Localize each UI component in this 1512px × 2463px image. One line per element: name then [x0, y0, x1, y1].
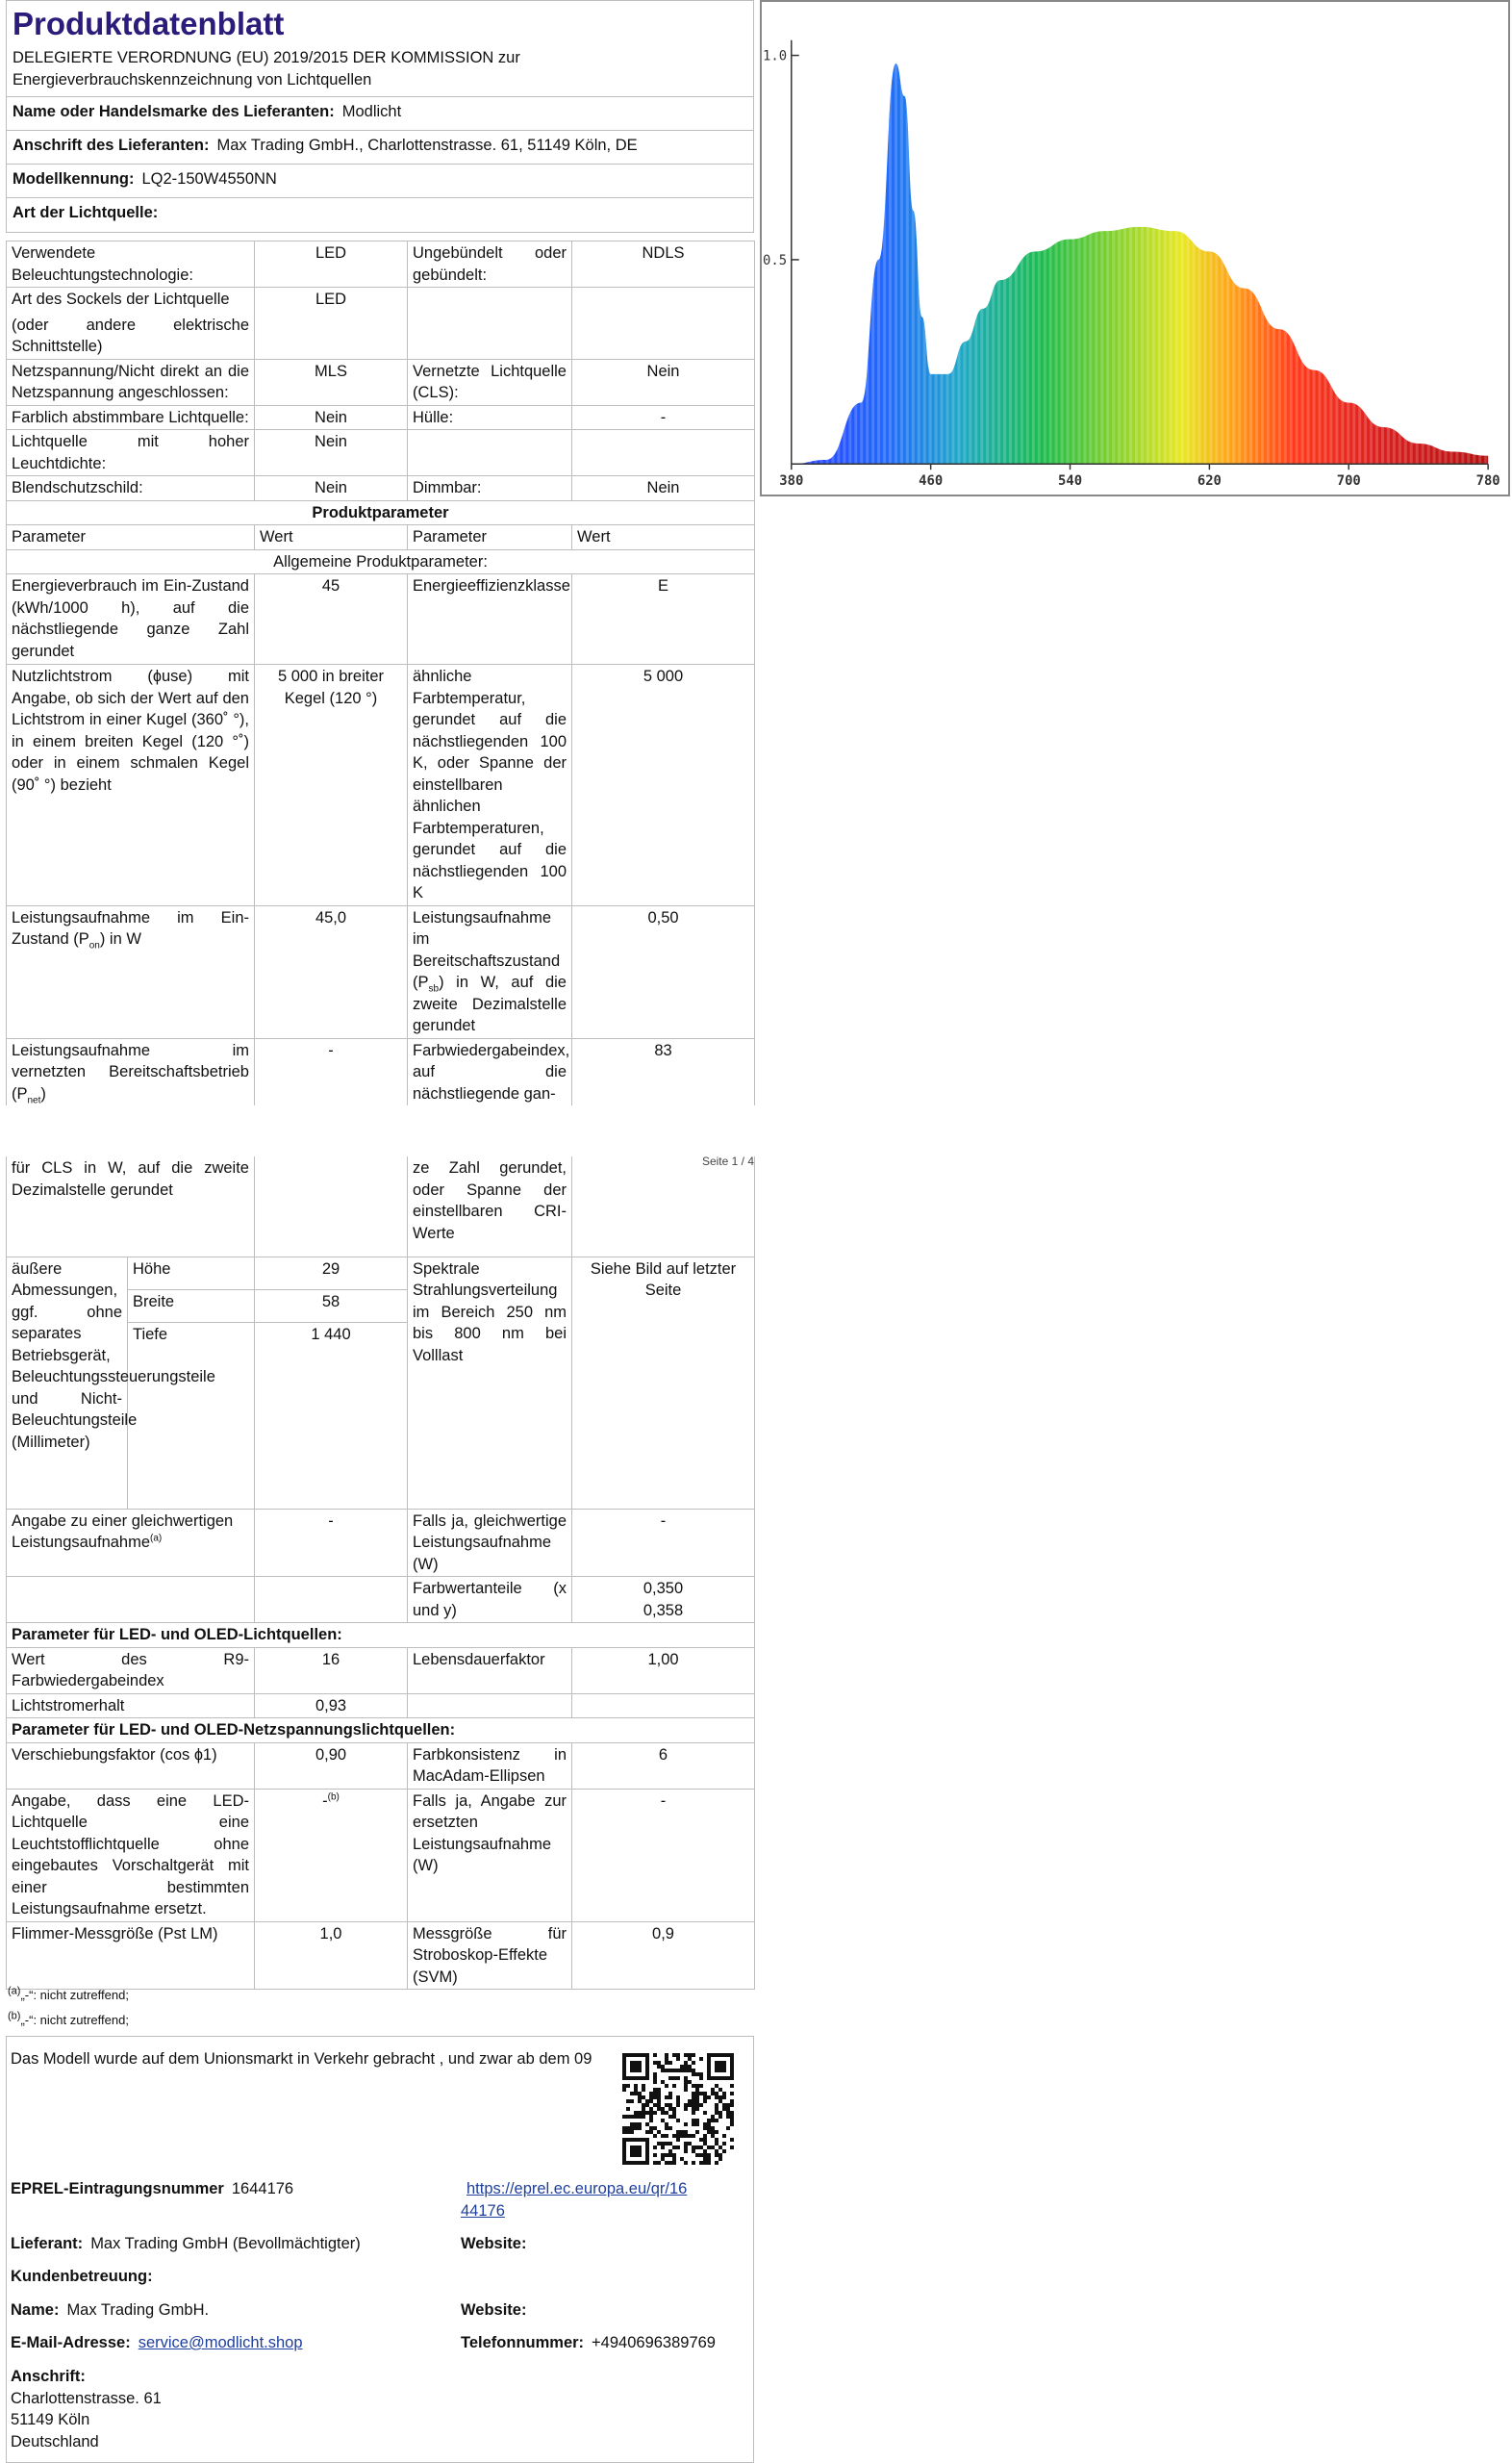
section-product-parameters: Produktparameter	[7, 500, 755, 525]
empty-cell	[7, 1577, 255, 1623]
chart-marks	[763, 40, 1500, 489]
equivalent-power-sup: (a)	[150, 1533, 163, 1544]
address-row	[7, 131, 753, 165]
light-source-table	[6, 241, 755, 1105]
cct-label: ähnliche Farbtemperatur, gerundet auf die nächstliegenden 100 K, oder Spanne der einstellbaren ähnlichen Farbtemperaturen, gerundet auf die nächstliegenden 100 K	[408, 665, 572, 906]
table-row	[7, 574, 755, 665]
pon-label-unit: ) in W	[99, 930, 141, 948]
dimmable-label: Dimmbar:	[408, 476, 572, 501]
supplier-value-footer: Max Trading GmbH (Bevollmächtigter)	[90, 2235, 361, 2252]
eprel-link[interactable]	[461, 2178, 687, 2222]
pnet-label-text: Leistungsaufnahme im vernetzten Bereitschaftsbetrieb (P	[12, 1041, 249, 1103]
survival-factor-value: 1,00	[572, 1647, 755, 1693]
email-label: E-Mail-Adresse:	[11, 2334, 131, 2351]
website-label-1-text: Website:	[461, 2235, 527, 2252]
table-row	[7, 1742, 755, 1789]
replacement-value	[255, 1789, 408, 1921]
empty-cell	[572, 1156, 755, 1257]
psb-value: 0,50	[572, 905, 755, 1038]
pon-value: 45,0	[255, 905, 408, 1038]
psb-label-text: Leistungsaufnahme im Bereitschaftszustand (P	[413, 908, 561, 991]
table-row	[7, 905, 755, 1038]
pon-sub: on	[88, 940, 100, 952]
supplier-row	[7, 97, 753, 131]
x-tick-label: 620	[1197, 473, 1222, 490]
high-luminance-label: Lichtquelle mit hoher Leuchtdichte:	[7, 430, 255, 476]
footnote-a-sup: (a)	[8, 1985, 21, 1997]
mains-value: MLS	[255, 359, 408, 405]
address-line-2: 51149 Köln	[11, 2411, 90, 2428]
socket-value: LED	[255, 288, 408, 360]
eprel-link-line1[interactable]: https://eprel.ec.europa.eu/qr/16	[466, 2180, 688, 2197]
cri-value: 83	[572, 1038, 755, 1105]
empty-cell	[255, 1577, 408, 1623]
type-label: Art der Lichtquelle:	[13, 204, 159, 221]
macadam-label: Farbkonsistenz in MacAdam-Ellipsen	[408, 1742, 572, 1789]
glare-value: Nein	[255, 476, 408, 501]
lumen-maintenance-label: Lichtstromerhalt	[7, 1693, 255, 1718]
width-label: Breite	[128, 1289, 255, 1322]
empty-cell	[572, 288, 755, 360]
eprel-link-line2[interactable]: 44176	[461, 2201, 505, 2220]
pon-label	[7, 905, 255, 1038]
flicker-value: 1,0	[255, 1921, 408, 1990]
cls-label: Vernetzte Lichtquelle (CLS):	[408, 359, 572, 405]
equivalent-power-label	[7, 1509, 255, 1577]
name-row	[11, 2299, 209, 2322]
psb-sub: sb	[428, 983, 440, 995]
address-line-3: Deutschland	[11, 2432, 99, 2450]
width-value: 58	[255, 1289, 408, 1322]
y-tick-label: 0.5	[763, 252, 788, 268]
page-number: Seite 1 / 4	[701, 1155, 754, 1168]
phone-label: Telefonnummer:	[461, 2334, 585, 2351]
height-value: 29	[255, 1257, 408, 1289]
mains-label: Netzspannung/Nicht direkt an die Netzspannung angeschlossen:	[7, 359, 255, 405]
high-luminance-value: Nein	[255, 430, 408, 476]
table-row	[7, 1647, 755, 1693]
col-header-parameter-2: Parameter	[408, 525, 572, 550]
table-row	[7, 1921, 755, 1990]
market-date-text: Das Modell wurde auf dem Unionsmarkt in Verkehr gebracht , und zwar ab dem 09	[11, 2050, 592, 2068]
table-row	[7, 476, 755, 501]
model-value: LQ2-150W4550NN	[141, 170, 277, 188]
pnet-label-end: )	[40, 1084, 46, 1103]
pnet-sub: net	[27, 1094, 41, 1105]
footnote-a	[8, 1983, 129, 2008]
table-header-row	[7, 525, 755, 550]
spd-value: Siehe Bild auf letzter Seite	[572, 1257, 755, 1509]
address-line-1: Charlottenstrasse. 61	[11, 2389, 162, 2407]
bundled-value: NDLS	[572, 241, 755, 288]
website-label-2-text: Website:	[461, 2301, 527, 2319]
socket-label-line2: (oder andere elektrische Schnittstelle)	[12, 316, 249, 355]
table-row	[7, 665, 755, 906]
eprel-label: EPREL-Eintragungsnummer	[11, 2180, 224, 2197]
replacement-sup: (b)	[327, 1791, 340, 1802]
empty-cell	[572, 1693, 755, 1718]
pnet-label-continued: für CLS in W, auf die zweite Dezimalstelle gerundet	[7, 1156, 255, 1257]
survival-factor-label: Lebensdauerfaktor	[408, 1647, 572, 1693]
table-row	[7, 359, 755, 405]
supplier-value: Modlicht	[341, 103, 402, 120]
envelope-label: Hülle:	[408, 405, 572, 430]
supplier-label: Name oder Handelsmarke des Lieferanten:	[13, 103, 335, 120]
section-general-parameters: Allgemeine Produktparameter:	[7, 549, 755, 574]
cri-label-continued: ze Zahl gerundet, oder Spanne der einstellbaren CRI-Werte	[408, 1156, 572, 1257]
table-row	[7, 288, 755, 360]
tech-label: Verwendete Beleuchtungstechnologie:	[7, 241, 255, 288]
dimensions-label: äußere Abmessungen, ggf. ohne separates Betriebsgerät, Beleuchtungssteuerungsteile und Nicht-Beleuchtungsteile (Millimeter)	[7, 1257, 128, 1509]
table-row	[7, 1509, 755, 1577]
energy-consumption-value: 45	[255, 574, 408, 665]
eprel-value: 1644176	[231, 2180, 294, 2197]
email-row	[11, 2332, 303, 2354]
spd-label: Spektrale Strahlungsverteilung im Bereich 250 nm bis 800 nm bei Volllast	[408, 1257, 572, 1509]
table-row	[7, 241, 755, 288]
name-label: Name:	[11, 2301, 60, 2319]
table-row	[7, 1789, 755, 1921]
website-label-1	[461, 2233, 534, 2255]
socket-label	[7, 288, 255, 360]
replacement-label: Angabe, dass eine LED-Lichtquelle eine Leuchtstofflichtquelle ohne eingebautes Vorschaltgerät mit einer bestimmten Leistungsaufnahme ersetzt.	[7, 1789, 255, 1921]
page-title: Produktdatenblatt	[13, 6, 285, 41]
name-value: Max Trading GmbH.	[66, 2301, 210, 2319]
table-row	[7, 405, 755, 430]
if-replace-label: Falls ja, Angabe zur ersetzten Leistungsaufnahme (W)	[408, 1789, 572, 1921]
email-link[interactable]: service@modlicht.shop	[138, 2334, 303, 2351]
phone-row	[461, 2332, 716, 2354]
table-row	[7, 430, 755, 476]
section-led-parameters: Parameter für LED- und OLED-Lichtquellen:	[7, 1623, 755, 1648]
x-tick-label: 780	[1475, 473, 1500, 490]
table-row	[7, 1577, 755, 1623]
svm-value: 0,9	[572, 1921, 755, 1990]
table-row	[7, 1156, 755, 1257]
envelope-value: -	[572, 405, 755, 430]
replacement-value-text: -	[322, 1791, 328, 1810]
footnote-a-text: „-“: nicht zutreffend;	[20, 1988, 129, 2002]
spectral-distribution-chart	[760, 0, 1510, 496]
socket-label-line1: Art des Sockels der Lichtquelle	[12, 291, 230, 308]
cls-value: Nein	[572, 359, 755, 405]
type-row	[7, 198, 753, 232]
macadam-value: 6	[572, 1742, 755, 1789]
model-label: Modellkennung:	[13, 170, 135, 188]
x-tick-label: 460	[919, 473, 944, 490]
dimmable-value: Nein	[572, 476, 755, 501]
datasheet-header	[6, 0, 754, 233]
cri-label: Farbwiedergabeindex, auf die nächstliegende gan-	[408, 1038, 572, 1105]
lumen-maintenance-value: 0,93	[255, 1693, 408, 1718]
website-label-2	[461, 2299, 534, 2322]
address-block	[11, 2366, 162, 2452]
energy-class-label: Energieeffizienzklasse	[408, 574, 572, 665]
bundled-label: Ungebündelt oder gebündelt:	[408, 241, 572, 288]
regulation-text: DELEGIERTE VERORDNUNG (EU) 2019/2015 DER KOMMISSION zur Energieverbrauchskennzeichnung von Lichtquellen	[7, 43, 753, 97]
model-row	[7, 165, 753, 198]
customer-service-label	[11, 2266, 161, 2288]
pnet-label	[7, 1038, 255, 1105]
psb-label-unit: ) in W, auf die zweite Dezimalstelle gerundet	[413, 974, 567, 1034]
luminous-flux-label: Nutzlichtstrom (ɸuse) mit Angabe, ob sich der Wert auf den Lichtstrom in einer Kugel (360˚ °), in einem breiten Kegel (120 °˚) oder in einem schmalen Kegel (90˚ °) bezieht	[7, 665, 255, 906]
col-header-value-2: Wert	[572, 525, 755, 550]
pon-label-text: Leistungsaufnahme im Ein-Zustand (P	[12, 908, 249, 948]
x-tick-label: 540	[1057, 473, 1083, 490]
equivalent-power-value: -	[255, 1509, 408, 1577]
chromaticity-value	[572, 1577, 755, 1623]
empty-cell	[572, 430, 755, 476]
x-tick-label: 380	[779, 473, 804, 490]
empty-cell	[408, 288, 572, 360]
glare-label: Blendschutzschild:	[7, 476, 255, 501]
supplier-label-footer: Lieferant:	[11, 2235, 84, 2252]
empty-cell	[255, 1156, 408, 1257]
phone-value: +4940696389769	[592, 2334, 716, 2351]
eprel-row	[11, 2178, 293, 2200]
pnet-value: -	[255, 1038, 408, 1105]
chromaticity-label: Farbwertanteile (x und y)	[408, 1577, 572, 1623]
depth-label: Tiefe	[128, 1322, 255, 1509]
empty-cell	[408, 1693, 572, 1718]
footnote-b-text: „-“: nicht zutreffend;	[20, 2013, 129, 2027]
customer-service-label-text: Kundenbetreuung:	[11, 2268, 153, 2285]
cct-value: 5 000	[572, 665, 755, 906]
x-tick-label: 700	[1336, 473, 1361, 490]
r9-label: Wert des R9-Farbwiedergabeindex	[7, 1647, 255, 1693]
parameters-table-continued	[6, 1156, 755, 1990]
svm-label: Messgröße für Stroboskop-Effekte (SVM)	[408, 1921, 572, 1990]
energy-class-value: E	[572, 574, 755, 665]
address-label-footer: Anschrift:	[11, 2368, 86, 2385]
supplier-row	[11, 2233, 361, 2255]
col-header-parameter: Parameter	[7, 525, 255, 550]
psb-label	[408, 905, 572, 1038]
qr-code-icon[interactable]	[622, 2053, 734, 2165]
chromaticity-x: 0,350	[643, 1580, 684, 1597]
flicker-label: Flimmer-Messgröße (Pst LM)	[7, 1921, 255, 1990]
color-tunable-label: Farblich abstimmbare Lichtquelle:	[7, 405, 255, 430]
displacement-factor-label: Verschiebungsfaktor (cos ɸ1)	[7, 1742, 255, 1789]
if-yes-value: -	[572, 1509, 755, 1577]
color-tunable-value: Nein	[255, 405, 408, 430]
equivalent-power-text: Angabe zu einer gleichwertigen Leistungsaufnahme	[12, 1511, 234, 1551]
displacement-factor-value: 0,90	[255, 1742, 408, 1789]
table-row	[7, 1693, 755, 1718]
if-yes-label: Falls ja, gleichwertige Leistungsaufnahme (W)	[408, 1509, 572, 1577]
footnote-b	[8, 2008, 129, 2033]
height-label: Höhe	[128, 1257, 255, 1289]
footnote-b-sup: (b)	[8, 2010, 21, 2022]
energy-consumption-label: Energieverbrauch im Ein-Zustand (kWh/1000 h), auf die nächstliegende ganze Zahl gerundet	[7, 574, 255, 665]
empty-cell	[408, 430, 572, 476]
chromaticity-y: 0,358	[643, 1601, 684, 1619]
y-tick-label: 1.0	[763, 48, 788, 64]
tech-value: LED	[255, 241, 408, 288]
section-mains-parameters: Parameter für LED- und OLED-Netzspannungslichtquellen:	[7, 1718, 755, 1743]
r9-value: 16	[255, 1647, 408, 1693]
footnotes	[8, 1983, 129, 2033]
col-header-value: Wert	[255, 525, 408, 550]
table-row	[7, 1038, 755, 1105]
depth-value: 1 440	[255, 1322, 408, 1509]
luminous-flux-value: 5 000 in breiter Kegel (120 °)	[255, 665, 408, 906]
table-row	[7, 1257, 755, 1289]
address-value: Max Trading GmbH., Charlottenstrasse. 61, 51149 Köln, DE	[216, 137, 638, 154]
spectrum-stripes	[792, 63, 1488, 464]
address-label: Anschrift des Lieferanten:	[13, 137, 210, 154]
if-replace-value: -	[572, 1789, 755, 1921]
